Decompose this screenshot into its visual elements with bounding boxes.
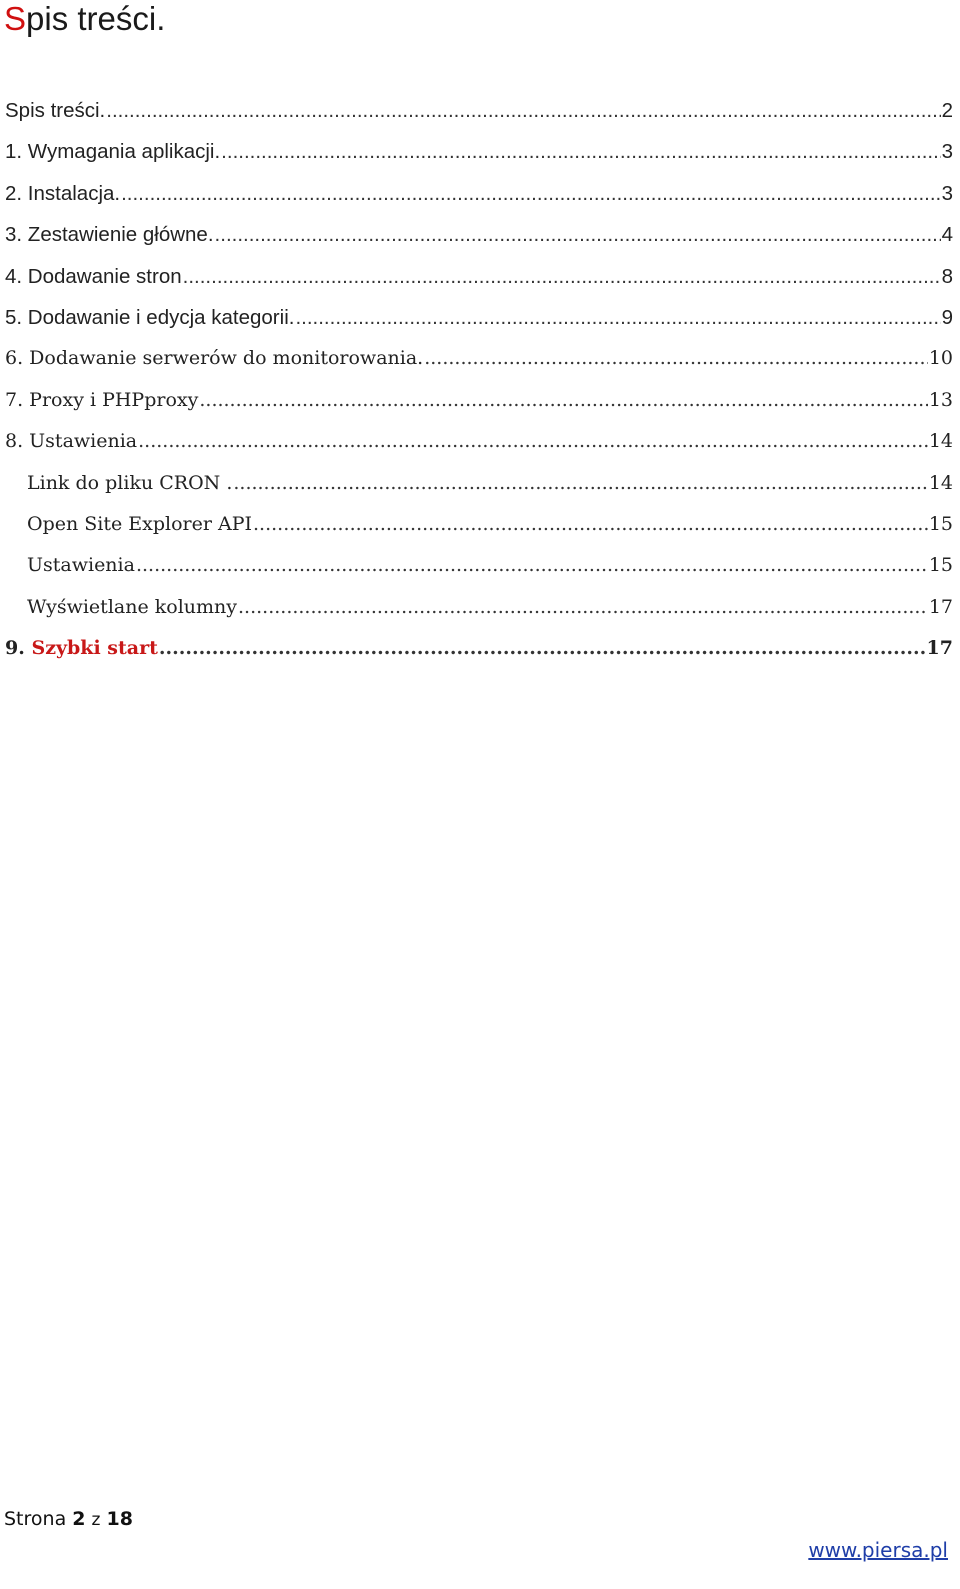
toc-entry-page: 8 bbox=[941, 264, 953, 288]
toc-entry-label: Open Site Explorer API bbox=[27, 512, 252, 535]
toc-entry-page: 17 bbox=[928, 595, 953, 618]
toc-entry-spis-tresci[interactable] bbox=[5, 90, 953, 131]
toc-leader-dots bbox=[238, 587, 928, 628]
toc-entry-label-text: Szybki start bbox=[31, 637, 158, 660]
page-title bbox=[4, 0, 165, 38]
toc-entry-label: 4. Dodawanie stron bbox=[5, 264, 182, 288]
toc-entry-label: 3. Zestawienie główne. bbox=[5, 223, 214, 247]
table-of-contents bbox=[5, 90, 953, 669]
toc-leader-dots bbox=[199, 380, 927, 421]
toc-entry-label bbox=[5, 628, 158, 669]
toc-entry-cron[interactable] bbox=[5, 463, 953, 504]
toc-entry-page: 3 bbox=[941, 140, 953, 164]
page-separator: z bbox=[91, 1510, 101, 1530]
toc-entry-label: 1. Wymagania aplikacji. bbox=[5, 140, 221, 164]
toc-leader-dots bbox=[136, 545, 928, 586]
toc-leader-dots bbox=[233, 463, 927, 504]
toc-entry-label: Link do pliku CRON . bbox=[27, 471, 233, 494]
page-number bbox=[4, 1508, 133, 1530]
toc-entry-instalacja[interactable] bbox=[5, 173, 953, 214]
toc-leader-dots bbox=[138, 421, 928, 462]
toc-entry-page: 14 bbox=[928, 471, 953, 494]
toc-entry-zestawienie[interactable] bbox=[5, 214, 953, 255]
toc-leader-dots bbox=[253, 504, 928, 545]
toc-entry-page: 15 bbox=[928, 512, 953, 535]
toc-leader-dots bbox=[215, 214, 941, 255]
total-pages: 18 bbox=[106, 1508, 133, 1530]
toc-entry-page: 14 bbox=[928, 430, 953, 453]
toc-entry-ose-api[interactable] bbox=[5, 504, 953, 545]
toc-entry-label: Spis treści. bbox=[5, 99, 106, 122]
toc-entry-label: Wyświetlane kolumny bbox=[27, 595, 237, 618]
toc-entry-page: 4 bbox=[941, 223, 953, 247]
toc-entry-label: 8. Ustawienia bbox=[5, 430, 138, 453]
toc-entry-serwery[interactable] bbox=[5, 338, 953, 379]
toc-leader-dots bbox=[121, 173, 941, 214]
toc-entry-number: 9. bbox=[5, 637, 25, 660]
toc-entry-label: 5. Dodawanie i edycja kategorii. bbox=[5, 305, 295, 329]
toc-entry-kategorie[interactable] bbox=[5, 297, 953, 338]
toc-entry-label: 2. Instalacja. bbox=[5, 181, 121, 205]
toc-entry-dodawanie-stron[interactable] bbox=[5, 256, 953, 297]
toc-entry-szybki-start[interactable] bbox=[5, 628, 953, 669]
toc-entry-ustawienia-sub[interactable] bbox=[5, 545, 953, 586]
toc-entry-label: 7. Proxy i PHPproxy bbox=[5, 388, 199, 411]
toc-entry-proxy[interactable] bbox=[5, 380, 953, 421]
toc-leader-dots bbox=[295, 297, 940, 338]
toc-entry-wymagania[interactable] bbox=[5, 131, 953, 172]
toc-entry-page: 13 bbox=[928, 388, 953, 411]
toc-leader-dots bbox=[106, 90, 940, 131]
title-first-letter: S bbox=[4, 0, 27, 37]
toc-entry-kolumny[interactable] bbox=[5, 587, 953, 628]
toc-leader-dots bbox=[183, 256, 941, 297]
toc-entry-page: 3 bbox=[941, 181, 953, 205]
toc-entry-page: 2 bbox=[941, 99, 953, 122]
website-link[interactable]: www.piersa.pl bbox=[808, 1538, 948, 1562]
toc-entry-page: 9 bbox=[941, 305, 953, 329]
toc-leader-dots bbox=[159, 628, 926, 669]
toc-entry-page: 15 bbox=[928, 554, 953, 577]
toc-entry-page: 17 bbox=[926, 637, 953, 660]
page-prefix: Strona bbox=[4, 1508, 67, 1530]
toc-entry-ustawienia[interactable] bbox=[5, 421, 953, 462]
toc-entry-label: 6. Dodawanie serwerów do monitorowania. bbox=[5, 347, 424, 370]
toc-entry-label: Ustawienia bbox=[27, 554, 135, 577]
toc-leader-dots bbox=[424, 338, 928, 379]
current-page: 2 bbox=[72, 1508, 86, 1530]
toc-leader-dots bbox=[221, 131, 940, 172]
title-rest: pis treści. bbox=[26, 0, 166, 37]
toc-entry-page: 10 bbox=[928, 347, 953, 370]
